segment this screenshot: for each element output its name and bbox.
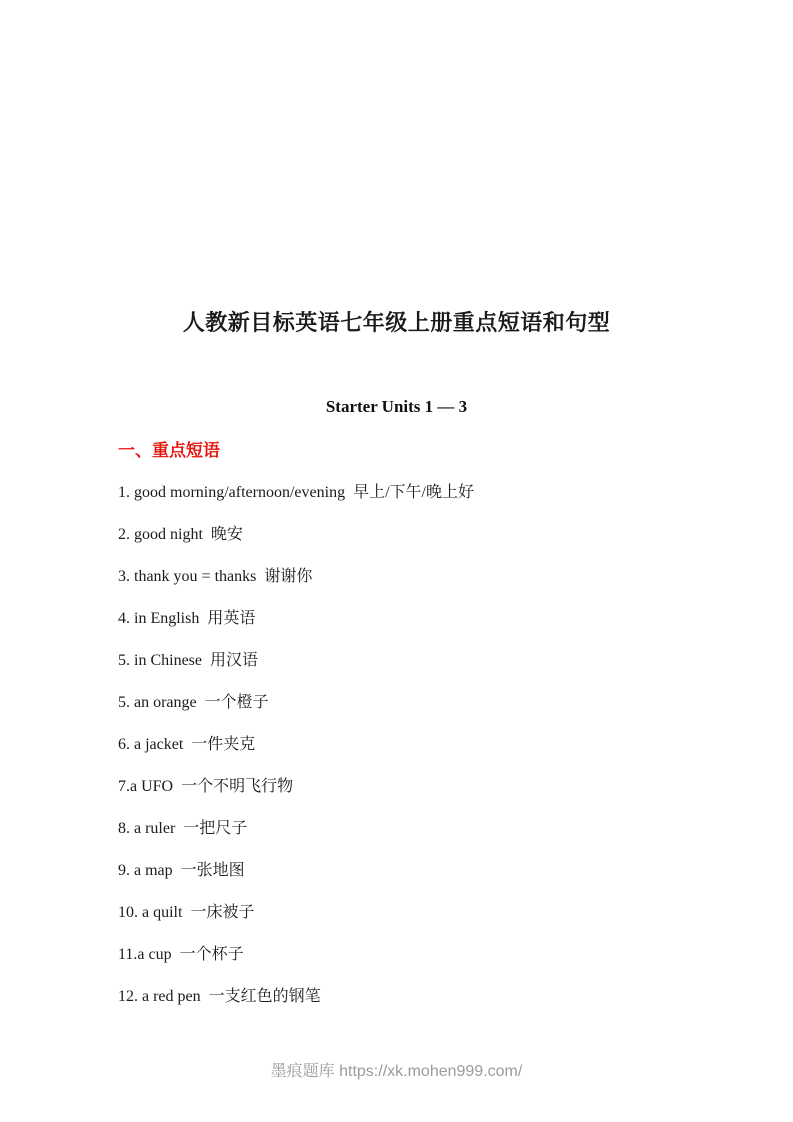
phrase-item-7: 6. a jacket 一件夹克 [118,736,256,754]
phrase-item-2: 2. good night 晚安 [118,526,243,544]
subsection-heading-key-phrases: 一、重点短语 [118,440,220,460]
document-title: 人教新目标英语七年级上册重点短语和句型 [182,310,611,335]
footer-watermark-text: 墨痕题库 https://xk.mohen999.com/ [270,1063,523,1080]
phrase-item-10: 9. a map 一张地图 [118,862,245,880]
phrase-item-12: 11.a cup 一个杯子 [118,946,244,964]
phrase-item-3: 3. thank you = thanks 谢谢你 [118,568,313,586]
phrase-item-9: 8. a ruler 一把尺子 [118,820,248,838]
phrase-item-5: 5. in Chinese 用汉语 [118,652,258,670]
phrase-item-11: 10. a quilt 一床被子 [118,904,255,922]
phrase-item-13: 12. a red pen 一支红色的钢笔 [118,988,321,1006]
phrase-list [118,482,733,1007]
phrase-item-4: 4. in English 用英语 [118,610,256,628]
phrase-item-1: 1. good morning/afternoon/evening 早上/下午/晚上好 [118,484,474,502]
section-title: Starter Units 1 — 3 [325,397,468,417]
phrase-item-8: 7.a UFO 一个不明飞行物 [118,778,294,796]
phrase-item-6: 5. an orange 一个橙子 [118,694,269,712]
page-footer [0,1062,793,1082]
